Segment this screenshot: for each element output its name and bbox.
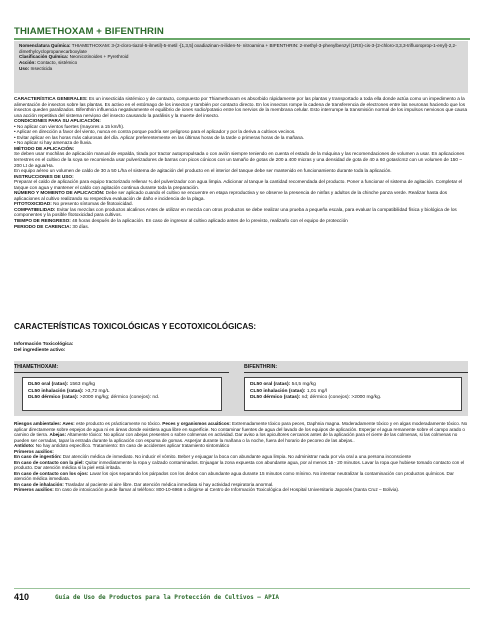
tox-value: nd; dérmico (conejos): >2000 mg/kg.	[301, 395, 382, 400]
eyes-paragraph	[14, 471, 468, 482]
tox-info-label: Información Toxicológica:	[14, 342, 74, 347]
tox-value: 54,5 mg/kg	[291, 382, 316, 387]
footer-text: Guía de Uso de Productos para la Protección de Cultivos – APIA	[55, 594, 279, 601]
skin-label: En caso de contacto con la piel:	[14, 459, 84, 465]
tox-value: >3,72 mg/L	[84, 388, 110, 394]
antidote-label: Antídoto:	[14, 443, 35, 448]
bifenthrin-heading: BIFENTHRIN:	[244, 364, 278, 370]
identification-box	[14, 41, 468, 93]
method-text-2: En equipo aéreo un volumen de caldo de 30 a 50 L/ha el sistema de agitación del producto en el interior del tanque debe ser mantenido en funcionamiento durante toda la aplicación.	[14, 168, 392, 174]
toxicity-band	[14, 361, 468, 416]
instructions-heading: INSTRUCCIONES DE USO:	[14, 173, 74, 179]
general-text: Es un insecticida sistémico y de contacto, compuesto por Thiamethoxam es absorbido rápidamente por las plantas y transportado a toda ella donde actúa como un impedimento a la alimentación de insectos sobre las plantas. Es activo en el estómago de los insectos y también por contacto directo. En los insectos rompe la cadena de transferencia de electrones entre las neuronas haciendo que los insectos queden paralizados. Bifenthrin influencia negativamente el equilibrio de iones sodio/potasio entre los nervios de la membrana celular. Esto interrumpe la transmisión normal de los impulsos nerviosos que causa una acción repetitiva del sistema nervioso del insecto causando la parálisis y la muerte del insecto.	[14, 96, 468, 118]
eyes-label: En caso de contacto con los ojos:	[14, 470, 89, 476]
thiamethoxam-tox-box	[22, 377, 222, 411]
phyto-heading: FITOTOXICIDAD:	[14, 201, 52, 207]
tox-section-title: CARACTERÍSTICAS TOXICOLÓGICAS Y ECOTOXICOLÓGICAS:	[14, 322, 257, 331]
firstaid-heading-text: Primeros auxilios:	[14, 448, 54, 454]
action-text: Contacto, sistémico	[37, 60, 78, 66]
nomenclature-line	[19, 43, 463, 54]
product-title: THIAMETHOXAM + BIFENTHRIN	[14, 26, 164, 37]
instructions-text: Preparar el caldo de aplicación para equipo tractorizado rellenar ¾ del pulverizador con agua limpia. Adicionar al tanque la cantidad recomendada del producto. Poner a funcionar el sistema de agitación. Completar el tanque con agua y mantener el caldo con agitación continua durante toda la preparación.	[14, 179, 463, 190]
phone-text: En caso de intoxicación puede llamar al teléfono: 800-10-6968 o dirigirse al Centro de Información Toxicológica del Hospital Universitario Japonés (Santa Cruz – Bolivia).	[55, 487, 400, 492]
nomenclature-label: Nomenclatura Química:	[19, 43, 71, 48]
tox-value: >2000 mg/kg; dérmico (conejos): nd.	[79, 395, 160, 400]
compat-text: Evitar las mezclas con productos alcalinos Antes de utilizar en mezcla con otros productos se debe realizar una prueba a pequeña escala, para evaluar la compatibilidad física y biológica de los componentes y la posible fitotoxicidad para cultivos.	[14, 206, 457, 218]
tox-label: CL50 inhalación (ratas):	[28, 388, 84, 394]
condition-item: • Evitar aplicar en las horas más calurosas del día. Aplicar preferentemente en las últimas horas de la tarde o primeras horas de la mañana.	[14, 134, 305, 140]
timing-heading: NÚMERO Y MOMENTO DE APLICACIÓN:	[14, 190, 105, 196]
skin-paragraph	[14, 460, 468, 471]
risks-section	[14, 421, 468, 493]
inhalation-text: Trasladar al paciente al aire libre. Dar atención médica inmediata si hay actividad respiratoria anormal.	[64, 481, 274, 487]
phyto-text: No presento síntomas de fitotoxicidad.	[53, 201, 133, 207]
harvest-heading: PERIODO DE CARENCIA:	[14, 223, 72, 229]
reentry-text: 48 horas después de la aplicación. En caso de ingresar al cultivo aplicado antes de lo previsto, realizarlo con el equipo de protección	[72, 218, 348, 224]
tox-row	[28, 395, 216, 402]
general-heading: CARACTERÍSTICA GENERALES:	[14, 96, 88, 101]
reentry-heading: TIEMPO DE REINGRESO:	[14, 218, 71, 224]
ingestion-text: Dar atención médica de inmediato. No inducir el vómito. Beber y enjuagar la boca con abundante agua limpia. No administrar nada por vía oral a una persona inconsciente	[62, 454, 412, 459]
active-ingredient-label: Del ingrediente activo:	[14, 348, 66, 353]
phone-label: Primeros auxilios:	[14, 487, 54, 492]
tox-label: DL50 oral (ratas):	[28, 382, 69, 387]
bifenthrin-tox-box	[244, 377, 462, 411]
use-label: Uso:	[19, 65, 30, 71]
tox-label: DL50 oral (ratas):	[250, 382, 291, 387]
env-label: Riesgos ambientales: Aves:	[14, 421, 75, 426]
eyes-text: Lavar los ojos separando los párpados con los dedos con abundante agua durante 15 minutos como mínimo. No intentar neutralizar la contaminación con productos químicos. Dar atención médica inmediata.	[14, 470, 454, 481]
inhalation-label: En caso de inhalación:	[14, 481, 64, 487]
harvest-text: 30 días.	[72, 223, 90, 229]
conditions-heading: CONDICIONES PARA SU APLICACIÓN:	[14, 118, 101, 124]
page-number: 410	[14, 592, 30, 602]
tox-info	[14, 342, 73, 354]
tox-value: 1563 mg/kg	[69, 382, 96, 387]
tox-label: CL50 inhalación (ratas):	[250, 388, 306, 394]
compat-paragraph	[14, 207, 468, 218]
condition-item: • No aplicar si hay amenaza de lluvia.	[14, 140, 92, 146]
timing-paragraph	[14, 190, 468, 201]
bees-label: Abejas:	[49, 432, 67, 437]
general-paragraph	[14, 96, 468, 118]
classification-text: Neonicotinoides + Pyrethroid	[69, 54, 129, 60]
use-text: Insecticida	[30, 65, 53, 71]
env-paragraph	[14, 421, 468, 443]
method-heading: MÉTODO DE APLICACIÓN:	[14, 145, 75, 151]
fish-text: Extremadamente tóxico para peces, Daphnia magna. Moderadamente tóxico y en algas moderadamente tóxico. No aplicar directamente sobre espejos de agua ni en áreas donde existiera agua libre en superficie. No contaminar fuentes de agua del lavado de los equipos de aplicación. Esperjar el agua remanente sobre el campo arado o camino de tierra.	[14, 421, 468, 437]
timing-text: Debe ser aplicado cuando el cultivo se encuentre en etapa reproductiva y se observe la presencia de ninfas y adultos de la chinche panza verde. Realizar hasta dos aplicaciones al cultivo realizando su respectiva evaluación de daño e incidencia de la plaga.	[14, 190, 448, 201]
env-text: este producto es prácticamente no tóxico.	[75, 421, 162, 426]
use-line	[19, 66, 463, 72]
tox-value: 1,01 mg/l	[306, 388, 327, 394]
thiamethoxam-heading: THIAMETHOXAM:	[14, 364, 59, 370]
phone-paragraph	[14, 487, 468, 493]
tox-label: DL50 dérmico (ratas):	[28, 395, 79, 400]
skin-text: Quitar inmediatamente la ropa y calzado contaminados. Enjuagar la zona expuesta con abundante agua, por al menos 15 - 20 minutos. Lavar la ropa que hubiese tomado contacto con el producto. Dar atención médica si la piel está irritada.	[14, 459, 465, 470]
method-text: Se deben usar mochilas de aplicación manual de espalda, tirada por tractor autopropulsada o con avión siempre teniendo en cuenta el estado de la máquina y las recomendaciones de volumen a usar. En aplicaciones terrestres en el cultivo de la soya se recomienda usar pulverizadores de barras con picos cónicos con un tamaño de gotas de 200 a 400 micras y una densidad de gota de 40 a 60 gotas/cm2 con un volumen de 150 – 200 Lt de agua/Ha.	[14, 151, 465, 168]
antidote-text: No hay antídoto específico. Tratamiento: En caso de accidentes aplicar tratamiento sintomático	[35, 443, 230, 448]
condition-item: • No aplicar con vientos fuertes (mayores a 15 km/h).	[14, 123, 125, 129]
footer-rule	[14, 588, 470, 589]
nomenclature-text: THIAMETHOXAM: 3-(2-cloro-tiazol-5-ilmetil)-5-metil -[1,3,5] oxadiazinan-4-iliden-N- nitroamina + BIFENTHRIN: 2-methyl-3-phenylbenzyl (1RS)-cis-3-(2-chloro-3,3,3-trifluoroprop-1-enyl)-2,2-dimethylcyclopropanecarboxylate	[19, 43, 457, 54]
compat-heading: COMPATIBILIDAD:	[14, 206, 56, 212]
tox-row	[250, 395, 456, 402]
harvest-paragraph	[14, 224, 468, 230]
condition-item: • Aplicar en dirección a favor del viento, nunca en contra porque podría ser peligroso para el aplicador y por la deriva a cultivos vecinos.	[14, 129, 296, 135]
thiamethoxam-rule	[14, 372, 229, 373]
bees-text: Altamente tóxico: No aplicar con abejas presentes o sobre colmenas en actividad. Dar aviso a los apicultores cercanos antes de la aplicación para el cierre de las colmenas, si las colmenas no pueden ser cerradas, tapar la entrada durante la aplicación con espuma de gomas. Asperjar durante la mañana o la noche, fuera del horario de pecoreo de las abejas..	[14, 432, 458, 443]
title-rule	[14, 38, 470, 40]
fish-label: Peces y organismos acuáticos:	[162, 421, 231, 426]
classification-label: Clasificación Química:	[19, 54, 69, 60]
tox-label: DL50 dérmico (ratas):	[250, 395, 301, 400]
bifenthrin-rule	[244, 372, 468, 373]
body-text	[14, 96, 468, 229]
action-label: Acción:	[19, 60, 36, 66]
ingestion-label: En caso de ingestión:	[14, 454, 62, 459]
